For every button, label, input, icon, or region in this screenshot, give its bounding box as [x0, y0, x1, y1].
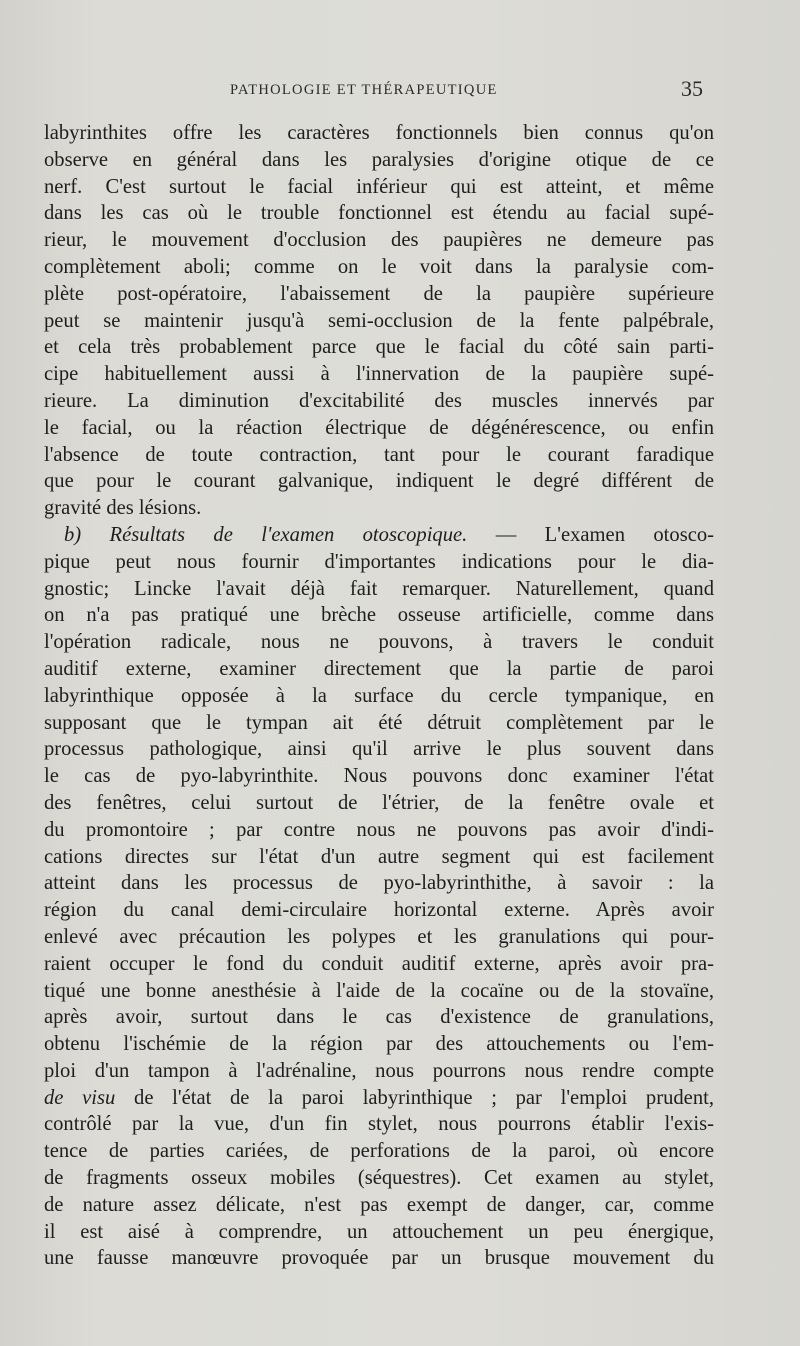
text-line: le facial, ou la réaction électrique de dégénérescence, ou enfin	[44, 416, 714, 439]
text-line: que pour le courant galvanique, indiquent le degré différent de	[44, 470, 714, 493]
text-line: dans les cas où le trouble fonctionnel est étendu au facial supé-	[44, 202, 714, 225]
text-line-with-italic	[44, 1085, 714, 1112]
text-line: peut se maintenir jusqu'à semi-occlusion de la fente palpébrale,	[44, 309, 714, 332]
text-line: plète post-opératoire, l'abaissement de la paupière supérieure	[44, 282, 714, 305]
text-line: pique peut nous fournir d'importantes indications pour le dia-	[44, 550, 714, 573]
text-line: gnostic; Lincke l'avait déjà fait remarquer. Naturellement, quand	[44, 577, 714, 600]
text-line: de fragments osseux mobiles (séquestres). Cet examen au stylet,	[44, 1167, 714, 1190]
text-line: enlevé avec précaution les polypes et les granulations qui pour-	[44, 925, 714, 948]
text-line: atteint dans les processus de pyo-labyrinthithe, à savoir : la	[44, 872, 714, 895]
text-line: auditif externe, examiner directement que la partie de paroi	[44, 657, 714, 680]
text-line: rieur, le mouvement d'occlusion des paupières ne demeure pas	[44, 229, 714, 252]
text-line: de nature assez délicate, n'est pas exempt de danger, car, comme	[44, 1193, 714, 1216]
text-line: il est aisé à comprendre, un attouchement un peu énergique,	[44, 1220, 714, 1243]
text-line: cations directes sur l'état d'un autre segment qui est facilement	[44, 845, 714, 868]
text-line: cipe habituellement aussi à l'innervation de la paupière supé-	[44, 363, 714, 386]
text-line: du promontoire ; par contre nous ne pouvons pas avoir d'indi-	[44, 818, 714, 841]
text-line: processus pathologique, ainsi qu'il arrive le plus souvent dans	[44, 738, 714, 761]
section-label: b)	[64, 523, 82, 546]
italic-phrase: de visu	[44, 1086, 116, 1109]
section-heading-rest: — L'examen otosco-	[495, 523, 714, 546]
running-title: PATHOLOGIE ET THÉRAPEUTIQUE	[230, 82, 498, 98]
text-line: on n'a pas pratiqué une brèche osseuse artificielle, comme dans	[44, 604, 714, 627]
text-line: l'absence de toute contraction, tant pour le courant faradique	[44, 443, 714, 466]
text-line: tiqué une bonne anesthésie à l'aide de la cocaïne ou de la stovaïne,	[44, 979, 714, 1002]
text-line: labyrinthites offre les caractères fonctionnels bien connus qu'on	[44, 122, 714, 144]
page-number: 35	[681, 76, 703, 101]
text-line: une fausse manœuvre provoquée par un brusque mouvement du	[44, 1247, 714, 1270]
text-line: nerf. C'est surtout le facial inférieur qui est atteint, et même	[44, 175, 714, 198]
text-line: l'opération radicale, nous ne pouvons, à travers le conduit	[44, 631, 714, 654]
text-line: des fenêtres, celui surtout de l'étrier, de la fenêtre ovale et	[44, 791, 714, 814]
text-line: raient occuper le fond du conduit auditif externe, après avoir pra-	[44, 952, 714, 975]
section-heading-line	[44, 522, 714, 549]
text-line: région du canal demi-circulaire horizontal externe. Après avoir	[44, 899, 714, 922]
text-line: gravité des lésions.	[44, 497, 202, 520]
text-line: obtenu l'ischémie de la région par des attouchements ou l'em-	[44, 1033, 714, 1056]
text-line: supposant que le tympan ait été détruit complètement par le	[44, 711, 714, 734]
text-line: complètement aboli; comme on le voit dans la paralysie com-	[44, 255, 714, 278]
text-line: observe en général dans les paralysies d'origine otique de ce	[44, 148, 714, 171]
text-line: tence de parties cariées, de perforations de la paroi, où encore	[44, 1140, 714, 1163]
text-line: rieure. La diminution d'excitabilité des muscles innervés par	[44, 389, 714, 412]
text-line: ploi d'un tampon à l'adrénaline, nous pourrons nous rendre compte	[44, 1059, 714, 1082]
page-header	[0, 76, 800, 106]
text-line: le cas de pyo-labyrinthite. Nous pouvons donc examiner l'état	[44, 765, 714, 788]
text-line: labyrinthique opposée à la surface du cercle tympanique, en	[44, 684, 714, 707]
text-line: après avoir, surtout dans le cas d'existence de granulations,	[44, 1006, 714, 1029]
text-line: et cela très probablement parce que le facial du côté sain parti-	[44, 336, 714, 359]
section-title: Résultats de l'examen otoscopique.	[109, 523, 468, 546]
text-line: contrôlé par la vue, d'un fin stylet, nous pourrons établir l'exis-	[44, 1113, 714, 1136]
line-rest: de l'état de la paroi labyrinthique ; par l'emploi prudent,	[134, 1086, 714, 1109]
body-text	[44, 120, 714, 1272]
